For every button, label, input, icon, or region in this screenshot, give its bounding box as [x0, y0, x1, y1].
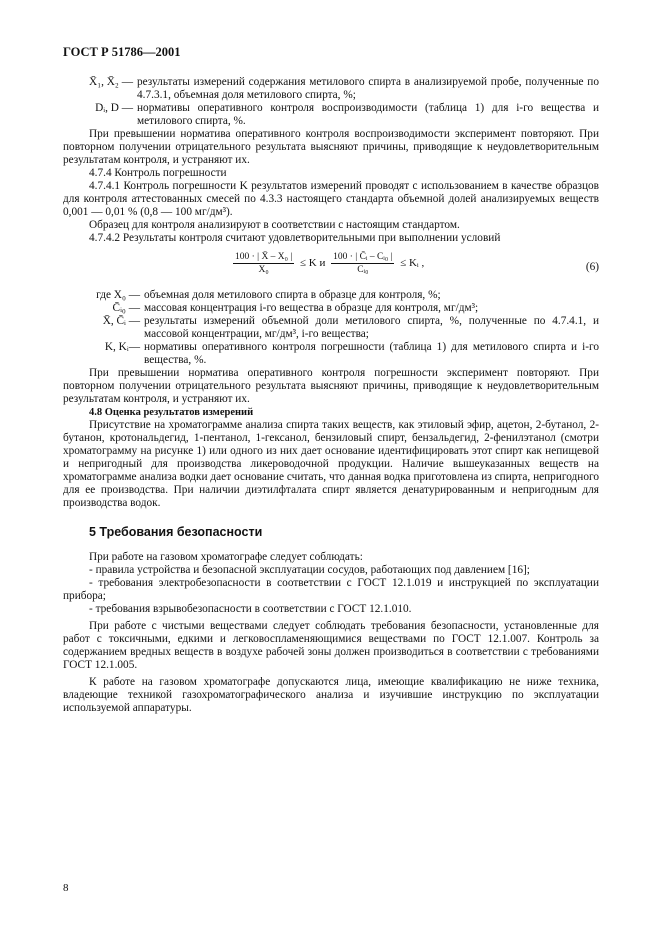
- definition-row: [63, 102, 599, 128]
- list-item: - требования электробезопасности в соответствии с ГОСТ 12.1.019 и инструкцией по эксплуатации прибора;: [63, 577, 599, 602]
- section-heading-4-8: 4.8 Оценка результатов измерений: [89, 407, 254, 418]
- definition-text: нормативы оперативного контроля погрешности (таблица 1) для метилового спирта и i-го вещества, %.: [144, 341, 599, 366]
- paragraph-4-7-4-1: 4.7.4.1 Контроль погрешности K результатов измерений проводят с использованием в качестве образцов для контроля аттестованных смесей по 4.3.3 настоящего стандарта объемной долей анализируемых веществ 0,001 — 0,01 % (0,8 — 100 мг/дм³).: [63, 180, 599, 218]
- paragraph: К работе на газовом хроматографе допускаются лица, имеющие квалификацию не ниже техника, владеющие техникой газохроматографического анализа и изучившие инструкцию по эксплуатации используемой аппаратуры.: [63, 676, 599, 714]
- definition-row: [63, 289, 599, 302]
- definition-text: нормативы оперативного контроля воспроизводимости (таблица 1) для i-го вещества и метилового спирта, %.: [137, 102, 599, 127]
- paragraph-4-8: Присутствие на хроматограмме анализа спирта таких веществ, как этиловый эфир, ацетон, 2-бутанол, 2-бутанон, кротональдегид, 1-пентанол, 1-гексанол, бензиловый спирт, бензальдегид, 2-фенилэтанол (смотри хроматограмму на рисунке 1) или одного из них дает основание идентифицировать этот спирт как непищевой и непригодный для производства ликероводочной продукции. Наличие вышеуказанных веществ на хроматограмме анализа водки дает основание считать, что данная водка приготовлена из спирта, непригодного для ее производства. При наличии диэтилфталата спирт является денатурированным и непригодным для производства водок.: [63, 419, 599, 509]
- definition-term: где X₀ —: [96, 289, 140, 301]
- formula-number: (6): [585, 261, 599, 273]
- definition-term: X̄, C̄ᵢ —: [102, 315, 140, 327]
- definition-text: результаты измерений объемной доли метилового спирта, %, полученные по 4.7.4.1, и массовой концентрации, мг/дм³, i-го вещества;: [144, 315, 599, 340]
- fraction-1: [233, 251, 294, 276]
- paragraph-4-7-4-2: 4.7.4.2 Результаты контроля считают удовлетворительными при выполнении условий: [89, 232, 501, 244]
- definition-term: K, Kᵢ—: [104, 341, 140, 353]
- definition-term: C̄ᵢ₀ —: [112, 302, 140, 314]
- fraction-1-denominator: X₀: [258, 265, 269, 275]
- relation-2: ≤ Kᵢ ,: [400, 257, 425, 269]
- formula-6: [63, 249, 599, 285]
- definition-row: [63, 302, 599, 315]
- formula-expression: [233, 251, 427, 276]
- paragraph: Образец для контроля анализируют в соответствии с настоящим стандартом.: [89, 219, 460, 231]
- definition-term: Dᵢ, D —: [95, 102, 133, 114]
- definition-row: [63, 341, 599, 367]
- relation-1: ≤ K и: [300, 257, 326, 269]
- definition-text: массовая концентрация i-го вещества в образце для контроля, мг/дм³;: [144, 302, 479, 314]
- fraction-1-numerator: 100 · | X̄ – X₀ |: [235, 252, 293, 262]
- page-content: [63, 76, 599, 715]
- definition-row: [63, 315, 599, 341]
- page-header: ГОСТ Р 51786—2001: [63, 45, 181, 59]
- list-item: - правила устройства и безопасной эксплуатации сосудов, работающих под давлением [16];: [89, 564, 530, 576]
- definition-term: X̄₁, X̄₂ —: [89, 76, 133, 88]
- definition-text: результаты измерений содержания метилового спирта в анализируемой пробе, полученные по 4.7.3.1, объемная доля метилового спирта, %;: [137, 76, 599, 101]
- fraction-2: [331, 251, 394, 276]
- paragraph: При работе на газовом хроматографе следует соблюдать:: [89, 551, 363, 563]
- page-number: 8: [63, 882, 69, 894]
- definition-text: объемная доля метилового спирта в образце для контроля, %;: [144, 289, 441, 301]
- definition-row: [63, 76, 599, 102]
- section-heading-5: 5 Требования безопасности: [89, 525, 263, 539]
- paragraph: При превышении норматива оперативного контроля погрешности эксперимент повторяют. При повторном получении отрицательного результата выясняют причины, приводящие к неудовлетворительным результатам контроля, и устраняют их.: [63, 367, 599, 405]
- list-item: - требования взрывобезопасности в соответствии с ГОСТ 12.1.010.: [89, 603, 412, 615]
- paragraph: При превышении норматива оперативного контроля воспроизводимости эксперимент повторяют. При повторном получении отрицательного результата выясняют причины, приводящие к неудовлетворительным результатам контроля, и устраняют их.: [63, 128, 599, 166]
- section-heading-4-7-4: 4.7.4 Контроль погрешности: [89, 167, 227, 179]
- paragraph: При работе с чистыми веществами следует соблюдать требования безопасности, установленные для работ с токсичными, едкими и легковоспламеняющимися веществами по ГОСТ 12.1.007. Контроль за содержанием вредных веществ в воздухе рабочей зоны должен производиться в соответствии с требованиями ГОСТ 12.1.005.: [63, 620, 599, 671]
- fraction-2-denominator: Cᵢ₀: [357, 265, 369, 275]
- fraction-2-numerator: 100 · | C̄ᵢ – Cᵢ₀ |: [333, 252, 393, 262]
